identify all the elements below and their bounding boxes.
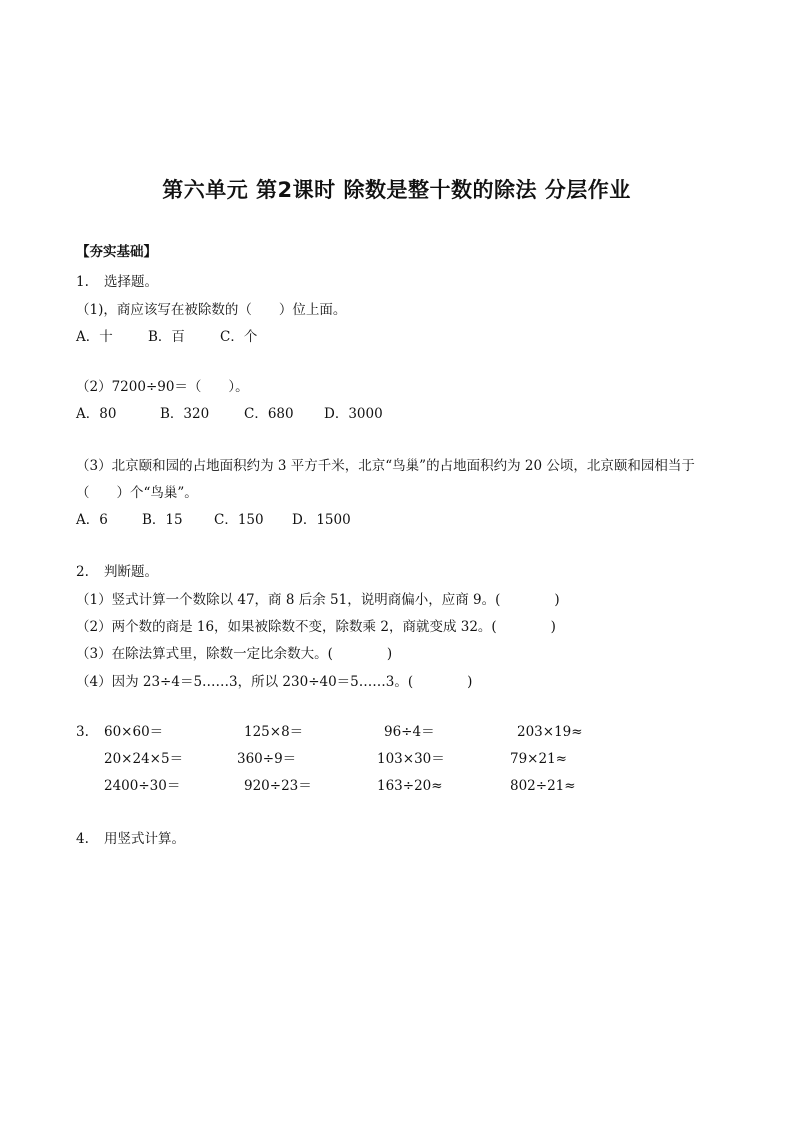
q1-sub3-text-line2: （ ）个“鸟巢”。 xyxy=(76,485,198,501)
calc-item: 79×21≈ xyxy=(510,751,567,767)
question-title: 选择题。 xyxy=(104,274,158,290)
option-a: A．6 xyxy=(76,512,108,528)
q1-sub1-options xyxy=(76,328,257,346)
option-a: A．80 xyxy=(76,406,117,422)
q1-sub2-options xyxy=(76,405,383,423)
option-b: B．320 xyxy=(160,406,210,422)
option-b: B．百 xyxy=(148,329,185,345)
calc-item: 203×19≈ xyxy=(517,724,583,740)
option-c: C．680 xyxy=(244,406,294,422)
option-c: C．个 xyxy=(220,329,258,345)
calc-item: 920÷23＝ xyxy=(244,778,312,794)
question-number: 4. xyxy=(76,831,89,847)
question-number: 2. xyxy=(76,564,89,580)
q2-item-4: （4）因为 23÷4＝5……3，所以 230÷40＝5……3。( ) xyxy=(76,674,473,690)
calc-item: 2400÷30＝ xyxy=(104,778,181,794)
calc-item: 20×24×5＝ xyxy=(104,751,184,767)
question-number: 1. xyxy=(76,274,89,290)
option-c: C．150 xyxy=(214,512,264,528)
calc-item: 163÷20≈ xyxy=(377,778,443,794)
calc-item: 802÷21≈ xyxy=(510,778,576,794)
option-d: D．1500 xyxy=(292,512,351,528)
q2-item-1: （1）竖式计算一个数除以 47，商 8 后余 51，说明商偏小，应商 9。( ) xyxy=(76,592,560,608)
calc-item: 360÷9＝ xyxy=(237,751,297,767)
calc-item: 103×30＝ xyxy=(377,751,445,767)
q1-sub1-text: （1)，商应该写在被除数的（ ）位上面。 xyxy=(76,302,347,318)
option-d: D．3000 xyxy=(324,406,383,422)
option-b: B．15 xyxy=(142,512,183,528)
section-label: 【夯实基础】 xyxy=(76,244,157,260)
question-4-heading xyxy=(76,830,185,848)
calc-item: 125×8＝ xyxy=(244,724,304,740)
q1-sub2-text: （2）7200÷90＝（ ）。 xyxy=(76,379,249,395)
question-2-heading xyxy=(76,563,158,581)
calc-item: 60×60＝ xyxy=(104,724,164,740)
q1-sub3-text-line1: （3）北京颐和园的占地面积约为 3 平方千米，北京“鸟巢”的占地面积约为 20 公顷，北京颐和园相当于 xyxy=(76,458,695,474)
option-a: A．十 xyxy=(76,329,113,345)
q2-item-3: （3）在除法算式里，除数一定比余数大。( ) xyxy=(76,646,393,662)
question-1-heading xyxy=(76,273,158,291)
page-title: 第六单元 第2课时 除数是整十数的除法 分层作业 xyxy=(162,178,631,202)
q1-sub3-options xyxy=(76,511,351,529)
question-title: 用竖式计算。 xyxy=(104,831,185,847)
question-number: 3. xyxy=(76,724,89,740)
q2-item-2: （2）两个数的商是 16，如果被除数不变，除数乘 2，商就变成 32。( ) xyxy=(76,619,556,635)
calc-item: 96÷4＝ xyxy=(384,724,435,740)
question-title: 判断题。 xyxy=(104,564,158,580)
